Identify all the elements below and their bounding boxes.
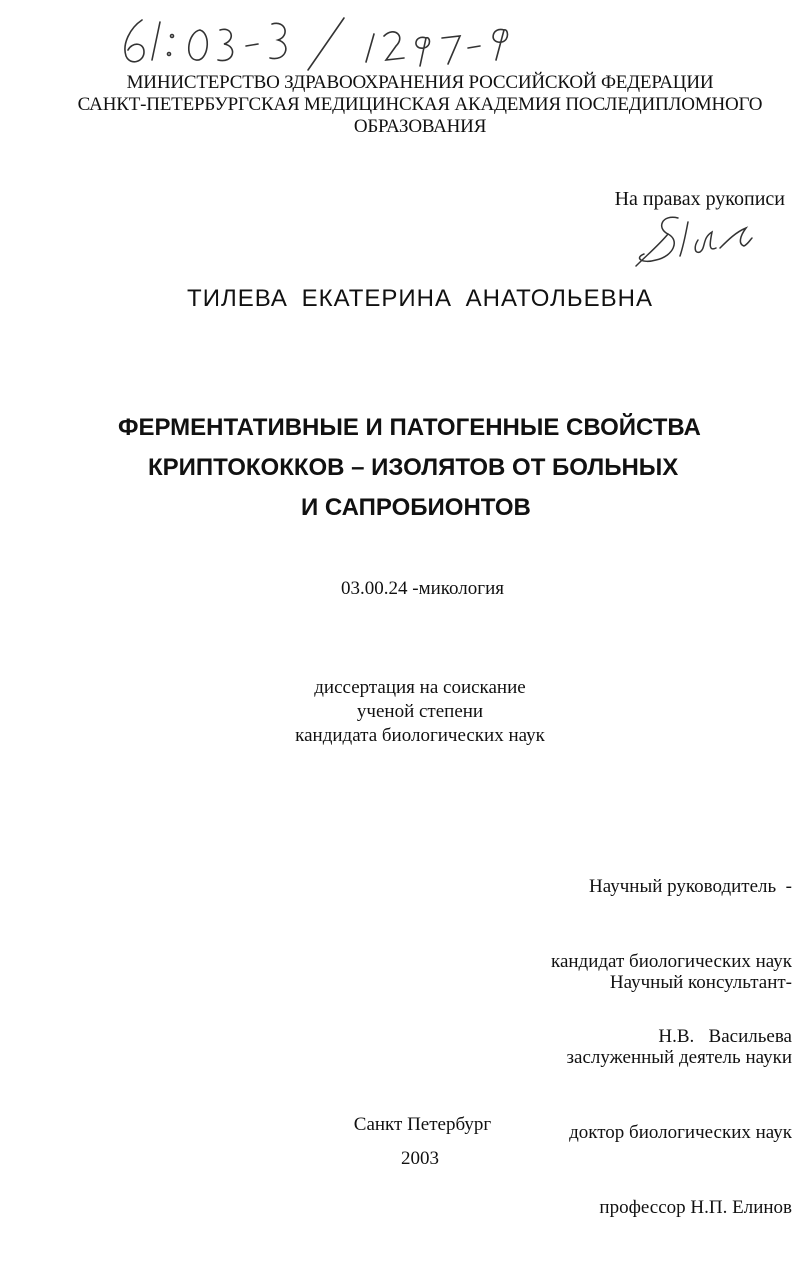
ministry-header [40, 72, 795, 138]
supervisor-line-3: Н.В. Васильева [658, 1026, 792, 1047]
ministry-line-2: САНКТ-ПЕТЕРБУРГСКАЯ МЕДИЦИНСКАЯ АКАДЕМИЯ ПОСЛЕДИПЛОМНОГО [77, 94, 763, 115]
consultant-line-1: Научный консультант- [609, 972, 792, 993]
consultant-line-2: заслуженный деятель науки [566, 1047, 792, 1068]
rights-note: На правах рукописи [614, 188, 785, 210]
degree-line-1: диссертация на соискание [314, 677, 526, 698]
title-line-1: ФЕРМЕНТАТИВНЫЕ И ПАТОГЕННЫЕ СВОЙСТВА [118, 414, 701, 441]
supervisor-line-1: Научный руководитель - [589, 876, 792, 897]
degree-line-3: кандидата биологических наук [295, 725, 545, 746]
supervisor-line-2: кандидат биологических наук [551, 951, 792, 972]
scientific-consultant [430, 920, 792, 1245]
consultant-line-3: доктор биологических наук [569, 1122, 792, 1143]
degree-statement [0, 676, 795, 748]
ministry-line-3: ОБРАЗОВАНИЯ [353, 116, 487, 137]
consultant-line-4: профессор Н.П. Елинов [599, 1197, 792, 1218]
handwritten-archive-code [112, 10, 532, 72]
author-name: ТИЛЕВА ЕКАТЕРИНА АНАТОЛЬЕВНА [187, 285, 653, 312]
city: Санкт Петербург [353, 1114, 492, 1135]
ministry-line-1: МИНИСТЕРСТВО ЗДРАВООХРАНЕНИЯ РОССИЙСКОЙ ФЕДЕРАЦИИ [126, 72, 714, 93]
handwritten-signature [628, 210, 758, 270]
year: 2003 [401, 1148, 439, 1169]
dissertation-title [118, 408, 738, 528]
title-line-3: И САПРОБИОНТОВ [301, 494, 531, 521]
degree-line-2: ученой степени [356, 701, 484, 722]
specialty-code: 03.00.24 -микология [341, 578, 504, 599]
title-line-2: КРИПТОКОККОВ – ИЗОЛЯТОВ ОТ БОЛЬНЫХ [148, 454, 679, 481]
